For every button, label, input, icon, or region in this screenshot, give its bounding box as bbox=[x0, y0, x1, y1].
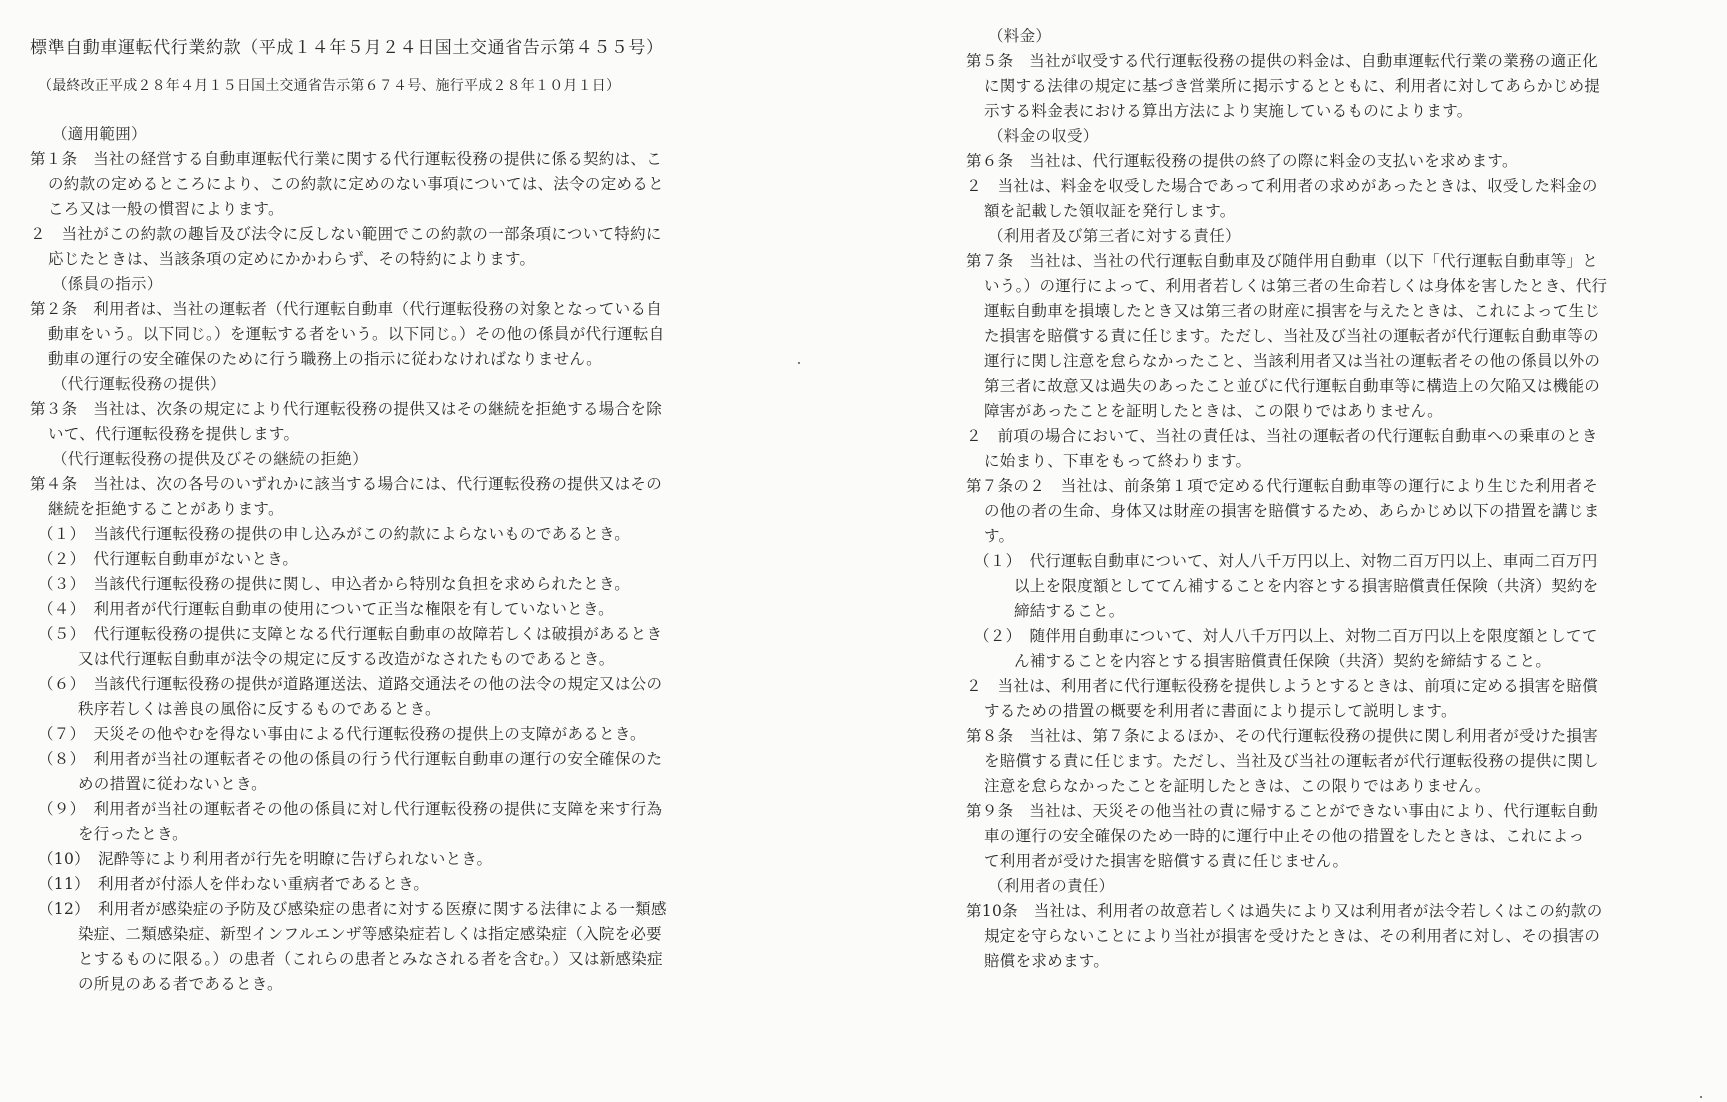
text-line: いう。）の運行によって、利用者若しくは第三者の生命若しくは身体を害したとき、代行 bbox=[984, 277, 1608, 295]
list-item: （４） 利用者が代行運転自動車の使用について正当な権限を有していないとき。 bbox=[38, 600, 614, 618]
text-line: 第10条 当社は、利用者の故意若しくは過失により又は利用者が法令若しくはこの約款の bbox=[966, 902, 1603, 920]
list-item: （２） 随伴用自動車について、対人八千万円以上、対物二百万円以上を限度額としてて bbox=[974, 627, 1598, 645]
list-item: （５） 代行運転役務の提供に支障となる代行運転自動車の故障若しくは破損があるとき bbox=[38, 625, 663, 643]
text-line: 注意を怠らなかったことを証明したときは、この限りではありません。 bbox=[984, 777, 1491, 795]
text-line: 運行に関し注意を怠らなかったこと、当該利用者又は当社の運転者その他の係員以外の bbox=[984, 352, 1601, 370]
text-line: ２ 前項の場合において、当社の責任は、当社の運転者の代行運転自動車への乗車のとき bbox=[966, 427, 1598, 445]
text-line: の他の者の生命、身体又は財産の損害を賠償するため、あらかじめ以下の措置を講じま bbox=[984, 502, 1600, 520]
text-line: に始まり、下車をもって終わります。 bbox=[984, 452, 1252, 470]
text-line: 秩序若しくは善良の風俗に反するものであるとき。 bbox=[78, 700, 441, 718]
list-item: （３） 当該代行運転役務の提供に関し、申込者から特別な負担を求められたとき。 bbox=[38, 575, 631, 593]
text-line: 以上を限度額としててん補することを内容とする損害賠償責任保険（共済）契約を bbox=[1014, 577, 1599, 595]
text-line: を賠償する責に任じます。ただし、当社及び当社の運転者が代行運転役務の提供に関し bbox=[984, 752, 1599, 770]
text-line: 示する料金表における算出方法により実施しているものによります。 bbox=[984, 102, 1473, 120]
scan-speck bbox=[1700, 1096, 1702, 1098]
list-item: （12） 利用者が感染症の予防及び感染症の患者に対する医療に関する法律による一類感 bbox=[38, 900, 667, 918]
text-line: 第５条 当社が収受する代行運転役務の提供の料金は、自動車運転代行業の業務の適正化 bbox=[966, 52, 1599, 70]
list-item: （９） 利用者が当社の運転者その他の係員に対し代行運転役務の提供に支障を来す行為 bbox=[38, 800, 663, 818]
list-item: （１） 当該代行運転役務の提供の申し込みがこの約款によらないものであるとき。 bbox=[38, 525, 631, 543]
text-line: ２ 当社がこの約款の趣旨及び法令に反しない範囲でこの約款の一部条項について特約に bbox=[30, 225, 662, 243]
list-item: （11） 利用者が付添人を伴わない重病者であるとき。 bbox=[38, 875, 430, 893]
list-item: （６） 当該代行運転役務の提供が道路運送法、道路交通法その他の法令の規定又は公の bbox=[38, 675, 663, 693]
list-item: （10） 泥酔等により利用者が行先を明瞭に告げられないとき。 bbox=[38, 850, 493, 868]
text-line: いて、代行運転役務を提供します。 bbox=[48, 425, 300, 443]
section-heading: （料金） bbox=[988, 27, 1052, 45]
text-line: 規定を守らないことにより当社が損害を受けたときは、その利用者に対し、その損害の bbox=[984, 927, 1601, 945]
section-heading: （代行運転役務の提供及びその継続の拒絶） bbox=[52, 450, 369, 468]
text-line: の約款の定めるところにより、この約款に定めのない事項については、法令の定めると bbox=[48, 175, 664, 193]
text-line: 障害があったことを証明したときは、この限りではありません。 bbox=[984, 402, 1443, 420]
document-title: 標準自動車運転代行業約款（平成１４年５月２４日国土交通省告示第４５５号） bbox=[30, 38, 664, 58]
section-heading: （適用範囲） bbox=[52, 125, 147, 143]
text-line: ころ又は一般の慣習によります。 bbox=[48, 200, 284, 218]
text-line: 第三者に故意又は過失のあったこと並びに代行運転自動車等に構造上の欠陥又は機能の bbox=[984, 377, 1601, 395]
text-line: 第９条 当社は、天災その他当社の責に帰することができない事由により、代行運転自動 bbox=[966, 802, 1599, 820]
text-line: 第４条 当社は、次の各号のいずれかに該当する場合には、代行運転役務の提供又はその bbox=[30, 475, 663, 493]
text-line: す。 bbox=[984, 527, 1015, 545]
document-subtitle: （最終改正平成２８年４月１５日国土交通省告示第６７４号、施行平成２８年１０月１日） bbox=[38, 78, 621, 94]
text-line: めの措置に従わないとき。 bbox=[78, 775, 267, 793]
text-line: ２ 当社は、利用者に代行運転役務を提供しようとするときは、前項に定める損害を賠償 bbox=[966, 677, 1599, 695]
section-heading: （利用者及び第三者に対する責任） bbox=[988, 227, 1241, 245]
text-line: 第８条 当社は、第７条によるほか、その代行運転役務の提供に関し利用者が受けた損害 bbox=[966, 727, 1599, 745]
text-line: 第７条の２ 当社は、前条第１項で定める代行運転自動車等の運行により生じた利用者そ bbox=[966, 477, 1599, 495]
text-line: 第７条 当社は、当社の代行運転自動車及び随伴用自動車（以下「代行運転自動車等」と bbox=[966, 252, 1599, 270]
text-line: 第３条 当社は、次条の規定により代行運転役務の提供又はその継続を拒絶する場合を除 bbox=[30, 400, 663, 418]
text-line: 車の運行の安全確保のため一時的に運行中止その他の措置をしたときは、これによっ bbox=[984, 827, 1585, 845]
scan-speck bbox=[798, 362, 800, 364]
text-line: 額を記載した領収証を発行します。 bbox=[984, 202, 1236, 220]
text-line: とするものに限る。）の患者（これらの患者とみなされる者を含む。）又は新感染症 bbox=[78, 950, 663, 968]
text-line: 動車をいう。以下同じ。）を運転する者をいう。以下同じ。）その他の係員が代行運転自 bbox=[48, 325, 665, 343]
section-heading: （係員の指示） bbox=[52, 275, 163, 293]
text-line: を行ったとき。 bbox=[78, 825, 188, 843]
list-item: （２） 代行運転自動車がないとき。 bbox=[38, 550, 299, 568]
text-line: に関する法律の規定に基づき営業所に掲示するとともに、利用者に対してあらかじめ提 bbox=[984, 77, 1601, 95]
text-line: 第２条 利用者は、当社の運転者（代行運転自動車（代行運転役務の対象となっている自 bbox=[30, 300, 663, 318]
section-heading: （代行運転役務の提供） bbox=[52, 375, 226, 393]
text-line: の所見のある者であるとき。 bbox=[78, 975, 283, 993]
section-heading: （料金の収受） bbox=[988, 127, 1099, 145]
text-line: 又は代行運転自動車が法令の規定に反する改造がなされたものであるとき。 bbox=[78, 650, 615, 668]
text-line: 第６条 当社は、代行運転役務の提供の終了の際に料金の支払いを求めます。 bbox=[966, 152, 1518, 170]
text-line: 動車の運行の安全確保のために行う職務上の指示に従わなければなりません。 bbox=[48, 350, 602, 368]
text-line: するための措置の概要を利用者に書面により提示して説明します。 bbox=[984, 702, 1457, 720]
text-line: て利用者が受けた損害を賠償する責に任じません。 bbox=[984, 852, 1349, 870]
text-line: 継続を拒絶することがあります。 bbox=[48, 500, 284, 518]
text-line: 染症、二類感染症、新型インフルエンザ等感染症若しくは指定感染症（入院を必要 bbox=[78, 925, 662, 943]
text-line: 応じたときは、当該条項の定めにかかわらず、その特約によります。 bbox=[48, 250, 536, 268]
text-line: 賠償を求めます。 bbox=[984, 952, 1110, 970]
text-line: 締結すること。 bbox=[1014, 602, 1125, 620]
text-line: 第１条 当社の経営する自動車運転代行業に関する代行運転役務の提供に係る契約は、こ bbox=[30, 150, 663, 168]
text-line: ん補することを内容とする損害賠償責任保険（共済）契約を締結すること。 bbox=[1014, 652, 1552, 670]
list-item: （１） 代行運転自動車について、対人八千万円以上、対物二百万円以上、車両二百万円 bbox=[974, 552, 1598, 570]
text-line: ２ 当社は、料金を収受した場合であって利用者の求めがあったときは、収受した料金の bbox=[966, 177, 1598, 195]
list-item: （８） 利用者が当社の運転者その他の係員の行う代行運転自動車の運行の安全確保のた bbox=[38, 750, 663, 768]
text-line: 運転自動車を損壊したとき又は第三者の財産に損害を与えたときは、これによって生じ bbox=[984, 302, 1601, 320]
list-item: （７） 天災その他やむを得ない事由による代行運転役務の提供上の支障があるとき。 bbox=[38, 725, 646, 743]
section-heading: （利用者の責任） bbox=[988, 877, 1115, 895]
text-line: た損害を賠償する責に任じます。ただし、当社及び当社の運転者が代行運転自動車等の bbox=[984, 327, 1599, 345]
